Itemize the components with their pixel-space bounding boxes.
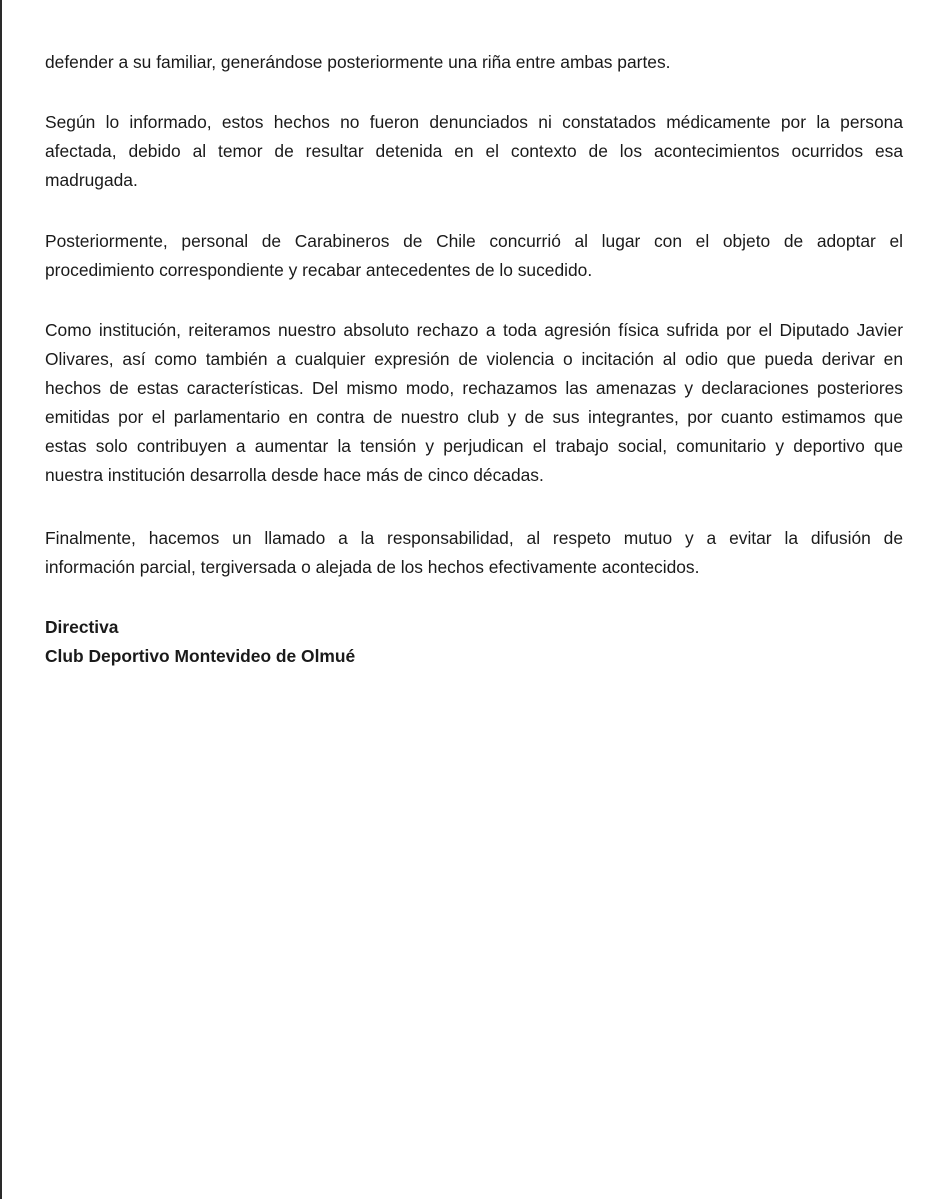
paragraph-3 — [45, 227, 903, 285]
paragraph-line: nuestra institución desarrolla desde hace más de cinco décadas. — [45, 465, 544, 485]
paragraph-line: emitidas por el parlamentario en contra de nuestro club y de sus integrantes, por cuanto estimamos que — [45, 407, 903, 427]
paragraph-line: hechos de estas características. Del mismo modo, rechazamos las amenazas y declaraciones posteriores — [45, 378, 903, 398]
paragraph-line: Finalmente, hacemos un llamado a la responsabilidad, al respeto mutuo y a evitar la difusión de — [45, 528, 903, 548]
signature-organization: Club Deportivo Montevideo de Olmué — [45, 646, 356, 666]
paragraph-line: estas solo contribuyen a aumentar la tensión y perjudican el trabajo social, comunitario y deportivo que — [45, 436, 903, 456]
paragraph-line: Como institución, reiteramos nuestro absoluto rechazo a toda agresión física sufrida por el Diputado Javier — [45, 320, 903, 340]
paragraph-1 — [45, 48, 903, 77]
signature-block — [45, 613, 903, 671]
paragraph-line: información parcial, tergiversada o alejada de los hechos efectivamente acontecidos. — [45, 557, 700, 577]
paragraph-line: madrugada. — [45, 170, 138, 190]
paragraph-line: Posteriormente, personal de Carabineros de Chile concurrió al lugar con el objeto de adoptar el — [45, 231, 903, 251]
paragraph-line: procedimiento correspondiente y recabar antecedentes de lo sucedido. — [45, 260, 593, 280]
signature-title: Directiva — [45, 617, 119, 637]
paragraph-4 — [45, 316, 903, 490]
paragraph-line: Según lo informado, estos hechos no fueron denunciados ni constatados médicamente por la persona — [45, 112, 903, 132]
paragraph-line: afectada, debido al temor de resultar detenida en el contexto de los acontecimientos ocurridos esa — [45, 141, 903, 161]
paragraph-5 — [45, 524, 903, 582]
paragraph-line: defender a su familiar, generándose posteriormente una riña entre ambas partes. — [45, 52, 671, 72]
paragraph-2 — [45, 108, 903, 195]
paragraph-line: Olivares, así como también a cualquier expresión de violencia o incitación al odio que pueda derivar en — [45, 349, 903, 369]
